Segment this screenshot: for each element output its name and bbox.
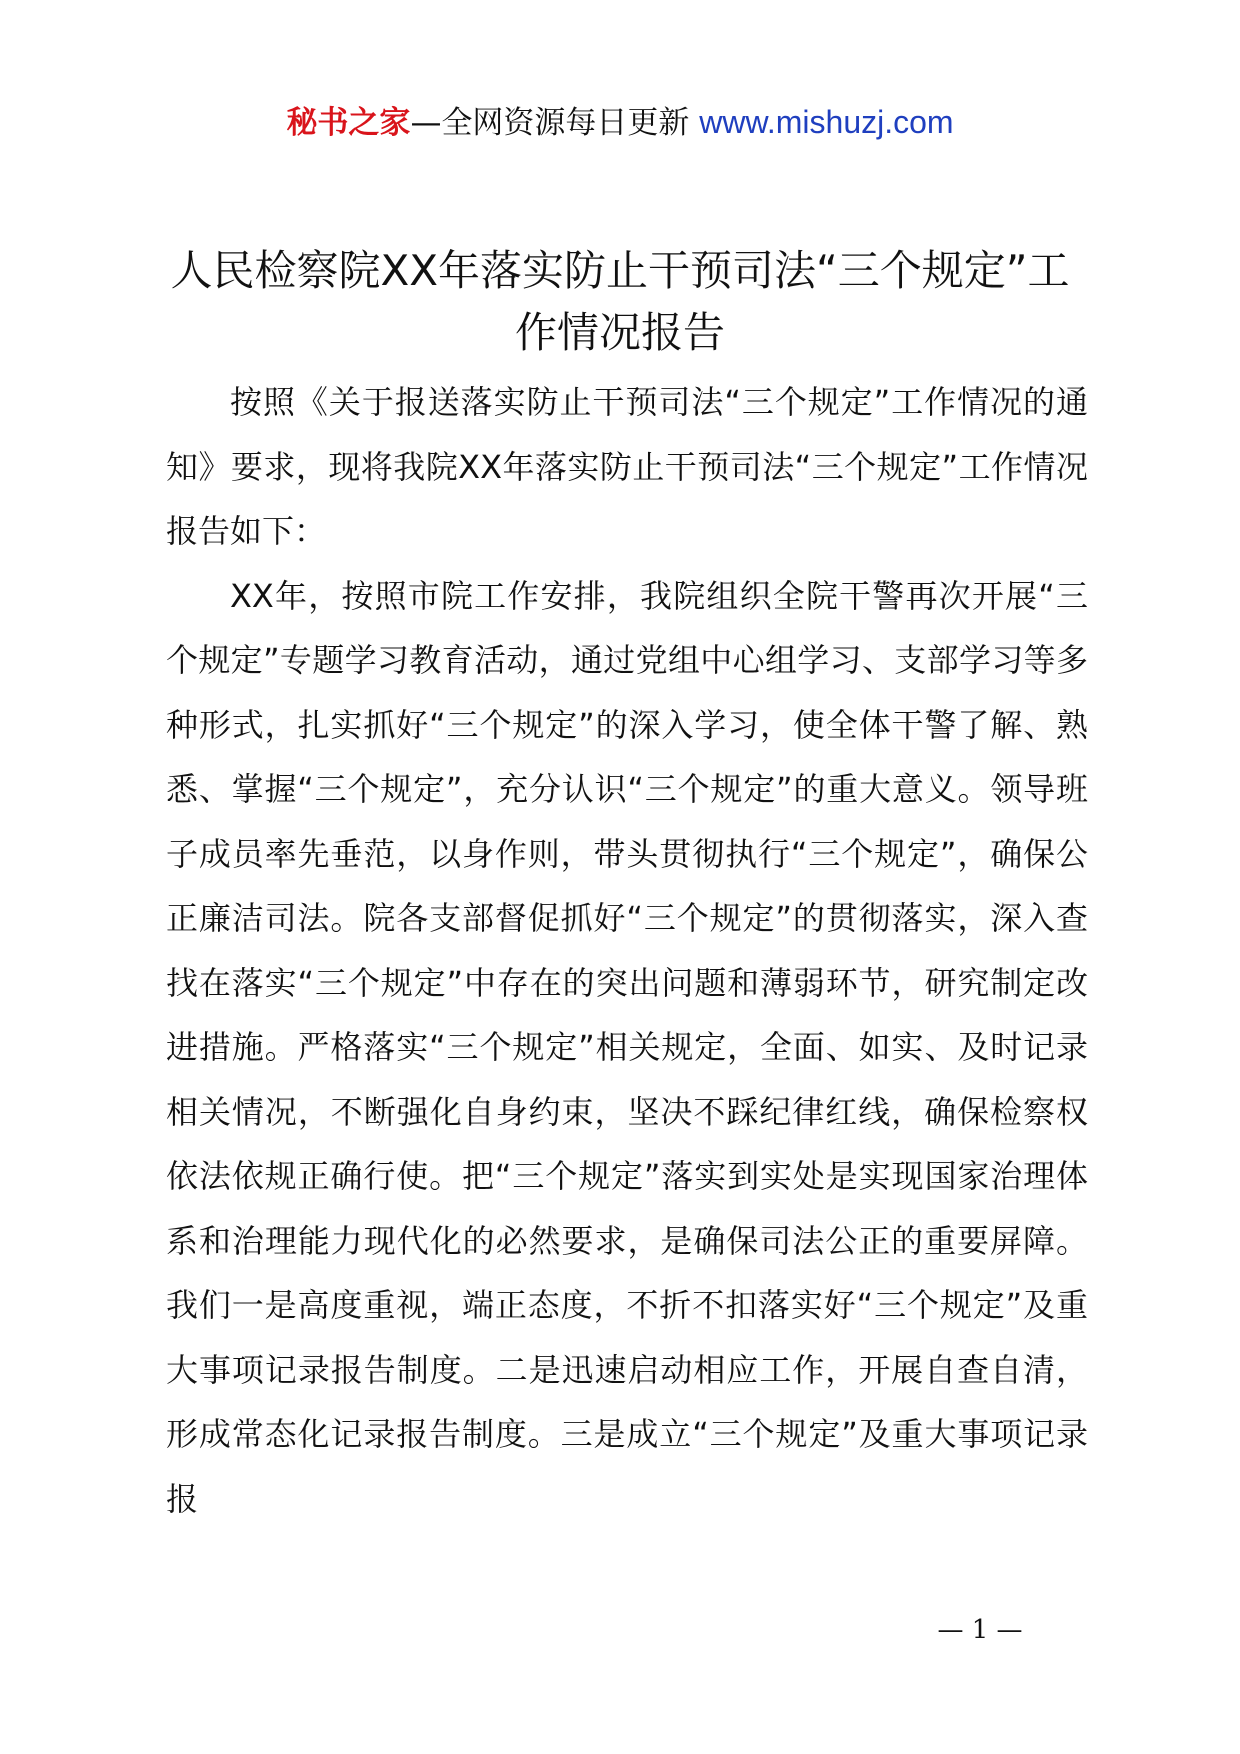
page-number: — 1 — bbox=[937, 1615, 1023, 1645]
document-body bbox=[166, 370, 1088, 1531]
site-header bbox=[0, 100, 1240, 145]
paragraph-main: XX年，按照市院工作安排，我院组织全院干警再次开展“三个规定”专题学习教育活动，通过党组中心组学习、支部学习等多种形式，扎实抓好“三个规定”的深入学习，使全体干警了解、熟悉、掌握“三个规定”，充分认识“三个规定”的重大意义。领导班子成员率先垂范，以身作则，带头贯彻执行“三个规定”，确保公正廉洁司法。院各支部督促抓好“三个规定”的贯彻落实，深入查找在落实“三个规定”中存在的突出问题和薄弱环节，研究制定改进措施。严格落实“三个规定”相关规定，全面、如实、及时记录相关情况，不断强化自身约束，坚决不踩纪律红线，确保检察权依法依规正确行使。把“三个规定”落实到实处是实现国家治理体系和治理能力现代化的必然要求，是确保司法公正的重要屏障。我们一是高度重视，端正态度，不折不扣落实好“三个规定”及重大事项记录报告制度。二是迅速启动相应工作，开展自查自清，形成常态化记录报告制度。三是成立“三个规定”及重大事项记录报 bbox=[166, 576, 1088, 1518]
paragraph-intro: 按照《关于报送落实防止干预司法“三个规定”工作情况的通知》要求，现将我院XX年落实防止干预司法“三个规定”工作情况报告如下： bbox=[166, 383, 1088, 550]
header-tagline: —全网资源每日更新 bbox=[410, 105, 690, 141]
document-title: 人民检察院XX年落实防止干预司法“三个规定”工作情况报告 bbox=[170, 246, 1070, 357]
brand-name: 秘书之家 bbox=[286, 105, 411, 141]
site-url-link[interactable]: www.mishuzj.com bbox=[699, 104, 954, 140]
